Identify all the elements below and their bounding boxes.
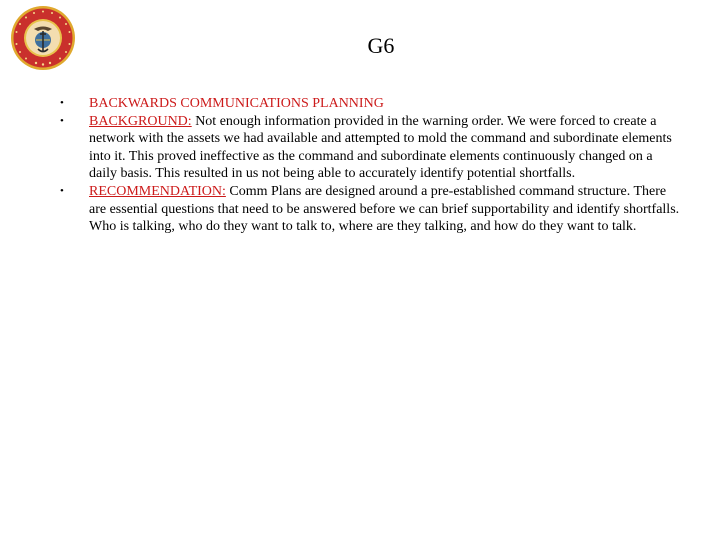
bullet-dot-icon: • [60,184,64,197]
bullet-body: Comm Plans are designed around a pre-established command structure. There are essential questions that need to be answered before we can brief supportability and identify shortfalls. Who is talking, who do they want to talk to, where are they talking, and how do they want to talk. [89,183,680,235]
slide-title: G6 [367,33,395,58]
bullet-item-recommendation [0,183,720,236]
bullet-item-background [0,113,720,183]
bullet-heading: BACKGROUND: [89,113,192,129]
bullet-list [0,95,720,236]
bullet-dot-icon: • [60,97,64,109]
bullet-dot-icon: • [60,114,64,127]
bullet-item-backwards-comm-planning [0,95,720,113]
bullet-body: Not enough information provided in the warning order. We were forced to create a network with the assets we had available and attempted to mold the command and subordinate elements into it. This proved ineffective as the command and subordinate elements continuously changed on a daily basis. This resulted in us not being able to accurately identify potential shortfalls. [89,113,672,182]
bullet-heading: BACKWARDS COMMUNICATIONS PLANNING [89,96,384,111]
bullet-heading: RECOMMENDATION: [89,183,226,199]
